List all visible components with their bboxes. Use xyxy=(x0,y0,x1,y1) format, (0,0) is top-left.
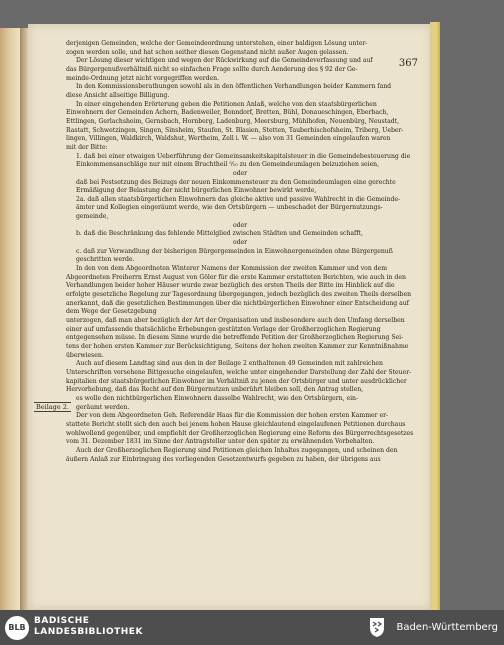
book-page xyxy=(28,24,432,610)
library-name-line1: BADISCHE xyxy=(34,616,90,626)
footer-bar xyxy=(0,610,504,645)
text-line: mit der Bitte: xyxy=(66,143,108,151)
text-line: überwiesen. xyxy=(66,351,104,359)
list-item: gemeinde, xyxy=(76,213,109,221)
text-line: es wolle den nichtbürgerlichen Einwohnern dasselbe Wahlrecht, wie den Ortsbürgern, ein- xyxy=(76,394,359,402)
text-line: äußern Anlaß zur Einbringung des vorliegenden Gesetzentwurfs gegeben zu haben, der übrigens aus xyxy=(66,455,381,463)
text-line: Der Lösung dieser wichtigen und wegen der Rückwirkung auf die Gemeindeverfassung und auf xyxy=(76,57,373,65)
text-line: Der von dem Abgeordneten Geh. Referendär Haas für die Kommission der hohen ersten Kammer er- xyxy=(76,412,389,420)
text-line: meinde-Ordnung jetzt nicht vorgegriffen werden. xyxy=(66,74,219,82)
oder-separator: oder xyxy=(232,221,248,229)
list-item: geschritten werde. xyxy=(76,256,135,264)
text-line: kapitalien der staatsbürgerlichen Einwohner im Verhältniß zu jenen der Ortsbürger und unter ausdrücklicher xyxy=(66,377,407,385)
text-line: Hervorhebung, daß das Recht auf den Bürgernutzen unberührt bleiben soll, den Antrag stellen, xyxy=(66,386,364,394)
list-item: Einkommensanschläge nur mit einem Bruchtheil ⁵⁄₁₀ zu den Gemeindeumlagen beizuziehen seien, xyxy=(76,161,380,169)
list-item: b. daß die Beschränkung das fehlende Mittelglied zwischen Städten und Gemeinden schafft, xyxy=(76,230,363,238)
text-line: Ettlingen, Gerlachsheim, Gernsbach, Hornberg, Ladenburg, Meersburg, Mühlhofen, Neuenbürg, Neustadt, xyxy=(66,117,400,125)
blb-logo-icon[interactable]: BLB xyxy=(5,616,29,640)
list-item: 2a. daß allen staatsbürgerlichen Einwohnern das gleiche aktive und passive Wahlrecht in die Gemeinde- xyxy=(76,195,401,203)
text-line: stattete Bericht stellt sich den auch bei jenem hohen Hause gleichlautend eingelaufenen Petitionen durchaus xyxy=(66,420,406,428)
text-line: Einwohnern der Gemeinden Achern, Badenweiler, Bonndorf, Bretten, Bühl, Donaueschingen, Eberbach, xyxy=(66,109,389,117)
text-line: anerkannt, daß die gesetzlichen Bestimmungen über die nichtbürgerlichen Einwohner einer Entscheidung auf dem Wege der Gesetzgebung xyxy=(66,299,409,316)
library-name[interactable] xyxy=(34,616,143,638)
text-line: das Bürgergenußverhältniß nicht so einfachen Frage sollte durch Aenderung des § 92 der Ge- xyxy=(66,65,358,73)
bw-crest-icon xyxy=(368,616,386,638)
state-name[interactable]: Baden-Württemberg xyxy=(396,622,498,633)
list-item: c. daß zur Verwandlung der bisherigen Bürgergemeinden in Einwohnergemeinden ohne Bürgergenuß xyxy=(76,247,393,255)
text-line: erfolgte gesetzliche Regelung zur Tagesordnung übergegangen, jedoch bezüglich des zweiten Theils derselben xyxy=(66,291,412,299)
margin-note: Beilage 2. xyxy=(36,403,69,411)
list-item: 1. daß bei einer etwaigen Ueberführung der Gemeinsamkeitskapitalsteuer in die Gemeindebesteuerung die xyxy=(76,152,411,160)
facing-page-edge xyxy=(0,28,20,610)
text-line: Auch der Großherzoglichen Regierung sind Petitionen gleichen Inhaltes zugegangen, und scheinen den xyxy=(76,446,398,454)
text-line: derjenigen Gemeinden, welche der Gemeindeordnung unterstehen, einer baldigen Lösung unter- xyxy=(66,40,368,47)
list-item: Ermäßigung der Belastung der nicht bürgerlichen Einwohner bewirkt werde, xyxy=(76,187,317,195)
text-line: diese Ansicht allseitige Billigung. xyxy=(66,91,170,99)
text-line: In den von dem Abgeordneten Winterer Namens der Kommission der zweiten Kammer und von dem xyxy=(76,265,388,273)
oder-separator: oder xyxy=(232,169,248,177)
text-line: In den Kommissionsberathungen sowohl als in den öffentlichen Verhandlungen beider Kammern fand xyxy=(76,83,392,91)
page-text xyxy=(66,40,414,464)
text-line: einer auf umfassende thatsächliche Erhebungen gestützten Vorlage der Großherzoglichen Regierung xyxy=(66,325,381,333)
library-name-line2: LANDESBIBLIOTHEK xyxy=(34,627,143,637)
text-line: tens der hohen ersten Kammer zur Berücksichtigung, Seitens der hohen zweiten Kammer zur Kenntnißnahme xyxy=(66,342,409,350)
text-line: Auch auf diesem Landtag sind aus den in der Beilage 2 enthaltenen 49 Gemeinden mit zahlreichen xyxy=(76,360,383,368)
text-line: Rastatt, Schwetzingen, Singen, Sinsheim, Staufen, St. Blasien, Stetten, Tauberbischofsheim, Triberg, Ueber- xyxy=(66,126,404,134)
text-line: vom 31. Dezember 1831 im Sinne der Antragsteller unter den später zu erwähnenden Vorbehalten. xyxy=(66,438,375,446)
text-line: lingen, Villingen, Waldkirch, Waldshut, Wertheim, Zell i. W. — also von 31 Gemeinden eingelaufen waren xyxy=(66,135,391,143)
text-line: zogen werden solle, und hat schon seither diesen Gegenstand nicht außer Augen gelassen. xyxy=(66,48,349,56)
text-line: entgegensehen müsse. In diesem Sinne wurde die betreffende Petition der Großherzoglichen Regierung Sei- xyxy=(66,334,404,342)
text-line: unterzogen, daß man aber bezüglich der Art der Organisation und insbesondere auch den Umfang derselben xyxy=(66,317,405,324)
list-item: ämter und Kollegien eingeräumt werde, wie den Ortsbürgern — unbeschadet der Bürgernutzungs- xyxy=(76,204,383,212)
oder-separator: oder xyxy=(232,239,248,247)
page-stack-edge xyxy=(430,22,440,610)
text-line: Verhandlungen beider hoher Häuser wurde zwar bezüglich des ersten Theils der Bitte im Hinblick auf die xyxy=(66,282,395,290)
text-line: wohlwollend gegenüber, und empfiehlt der Großherzoglichen Regierung eine Reform des Bürgerrechtsgesetzes xyxy=(66,429,414,437)
text-line: Abgeordneten Freiherrn Ernst August von Göler für die erste Kammer erstatteten Berichten, wie auch in den xyxy=(66,273,406,281)
text-line: Unterschriften versehene Bittgesuche eingelaufen, welche unter eingehender Darstellung der Zahl der Steuer- xyxy=(66,368,412,376)
list-item: daß bei Festsetzung des Beizugs der neuen Einkommensteuer zu den Gemeindeumlagen eine gerechte xyxy=(76,178,396,186)
text-line: In einer eingehenden Erörterung geben die Petitionen Anlaß, welche von den staatsbürgerlichen xyxy=(76,100,377,108)
page-number: 367 xyxy=(398,58,418,69)
text-line: geräumt werden. xyxy=(76,403,130,411)
